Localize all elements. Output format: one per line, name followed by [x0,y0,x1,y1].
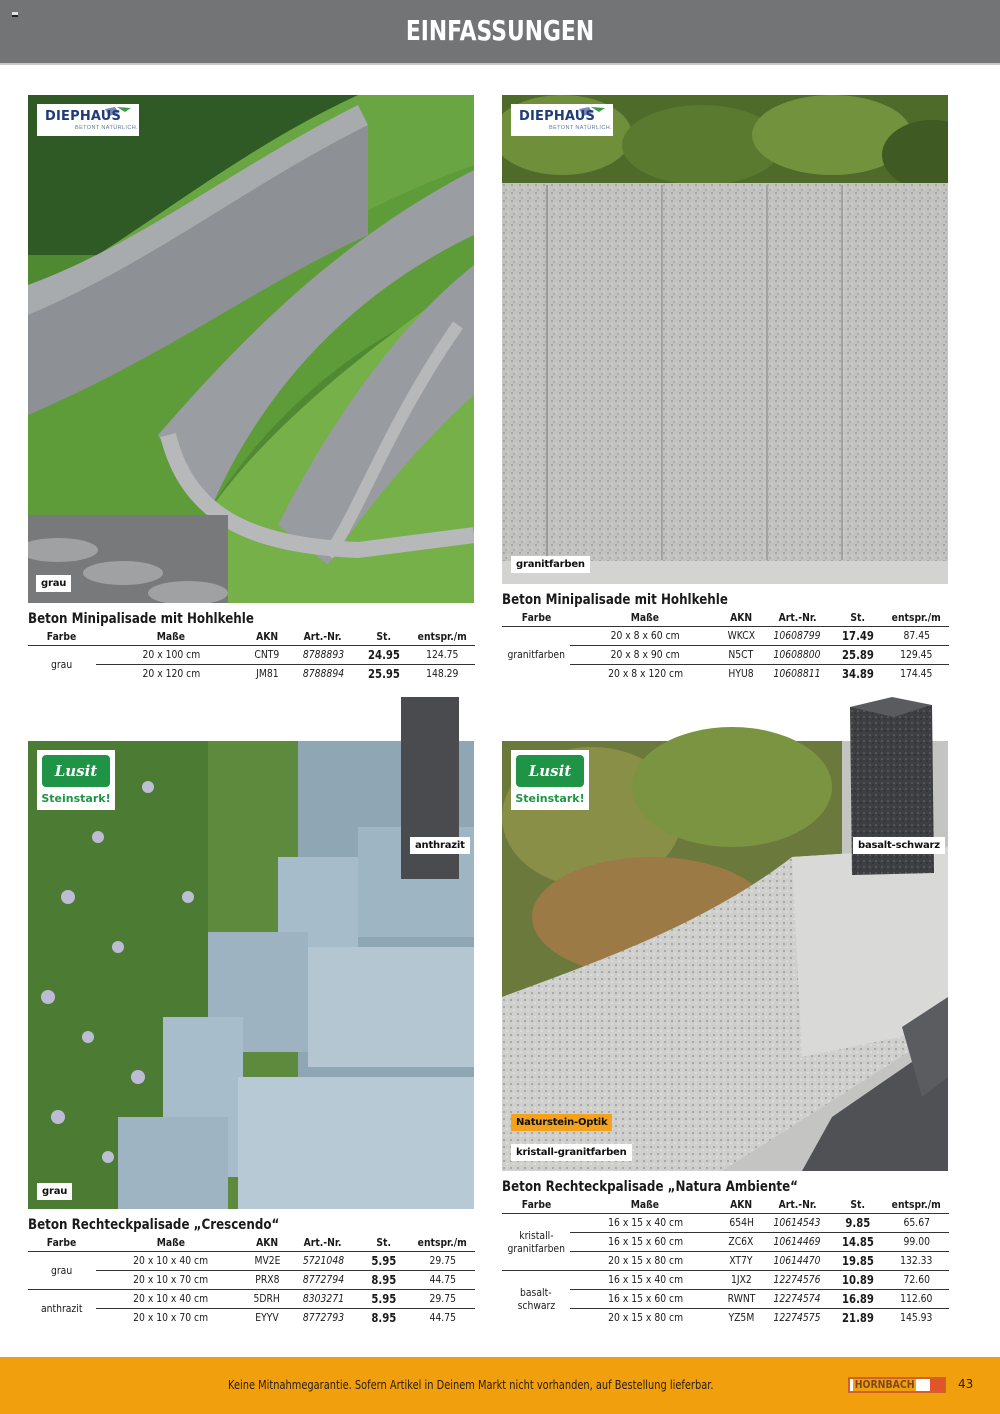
color-tag: granitfarben [511,556,590,573]
hornbach-wordmark: HORNBACH [854,1378,915,1391]
diephaus-logo [511,104,613,136]
table-row: 16 x 15 x 60 cm RWNT 12274574 16.89 112.60 [502,1289,949,1308]
page-footer [0,1357,1000,1414]
table-header-row [28,628,475,645]
lusit-claim: Steinstark! [515,792,585,805]
color-tag: grau [36,575,71,592]
col-pm: entspr./m [410,628,475,645]
table-row: 16 x 15 x 60 cm ZC6X 10614469 14.85 99.00 [502,1232,949,1251]
table-row: 20 x 15 x 80 cm YZ5M 12274575 21.89 145.93 [607,1310,933,1325]
table-row: 20 x 10 x 70 cm PRX8 8772794 8.95 44.75 [28,1270,475,1289]
color-tag-anthrazit: anthrazit [410,837,470,854]
table-row: 20 x 120 cm JM81 8788894 25.95 148.29 [142,666,459,681]
product-photo-minipalisade-granitfarben [502,95,948,584]
color-tag-basalt-schwarz: basalt-schwarz [853,837,945,854]
table-row: basalt- schwarz 16 x 15 x 40 cm 1JX2 12274576 10.89 72.60 [502,1270,949,1289]
table-row: 20 x 8 x 120 cm HYU8 10608811 34.89 174.45 [607,666,933,681]
page-number: 43 [958,1377,974,1391]
price-table [28,1234,475,1327]
farbe-cell: grau [51,657,73,671]
table-header-row: Farbe Maße AKN Art.-Nr. St. entspr./m [502,609,949,626]
color-tag-kristall-granitfarben: kristall-granitfarben [511,1144,632,1161]
corner-marker-icon [12,12,18,17]
col-masse: Maße [96,628,246,645]
price-table [28,628,475,683]
farbe-cell: granitfarben [507,648,565,662]
diephaus-logo [37,104,139,136]
granite-wall-image [502,95,948,584]
lusit-logo [511,750,589,810]
farbe-cell: anthrazit [41,1301,83,1315]
table-row: 20 x 10 x 70 cm EYYV 8772793 8.95 44.75 [133,1310,456,1325]
table-row: 20 x 15 x 80 cm XT7Y 10614470 19.85 132.33 [502,1251,949,1270]
product-photo-crescendo [28,697,474,1209]
col-farbe: Farbe [28,628,96,645]
table-header-row: Farbe Maße AKN Art.-Nr. St. entspr./m [28,1234,475,1251]
product-title: Beton Minipalisade mit Hohlkehle [502,592,728,608]
farbe-cell: basalt- schwarz [517,1285,556,1312]
lusit-claim: Steinstark! [41,792,111,805]
page-header [0,0,1000,65]
farbe-cell: grau [28,1251,96,1289]
product-table-natura-ambiente [502,1179,949,1327]
diephaus-claim: BETONT NATÜRLICH. [549,125,613,131]
table-header-row: Farbe Maße AKN Art.-Nr. St. entspr./m [502,1196,949,1213]
product-title: Beton Minipalisade mit Hohlkehle [28,611,254,627]
garden-terrace-image [28,95,474,603]
hornbach-logo [848,1377,946,1393]
naturstein-optik-badge: Naturstein-Optik [511,1114,612,1131]
table-row: grau 20 x 10 x 40 cm MV2E 5721048 5.95 29.75 [28,1251,475,1270]
diephaus-claim: BETONT NATÜRLICH. [75,125,139,131]
table-row: anthrazit 20 x 10 x 40 cm 5DRH 8303271 5.95 29.75 [28,1289,475,1308]
product-photo-minipalisade-grau [28,95,474,603]
table-row: granitfarben 20 x 8 x 60 cm WKCX 10608799 17.49 87.45 [502,626,949,645]
product-table-minipalisade-granitfarben [502,592,949,683]
price-table [502,1196,949,1327]
lusit-logo [37,750,115,810]
color-tag-grau: grau [37,1183,72,1200]
col-akn: AKN [246,628,288,645]
col-art: Art.-Nr. [288,628,358,645]
diephaus-wordmark: DIEPHAUS [519,109,596,124]
footer-note: Keine Mitnahmegarantie. Sofern Artikel in Deinem Markt nicht vorhanden, auf Bestellung lieferbar. [228,1378,714,1392]
product-table-minipalisade-grau [28,611,475,683]
diephaus-wordmark: DIEPHAUS [45,109,122,124]
product-title: Beton Rechteckpalisade „Natura Ambiente“ [502,1179,799,1195]
table-row: grau 20 x 100 cm CNT9 8788893 24.95 124.75 [28,645,475,664]
table-row: kristall- granitfarben 16 x 15 x 40 cm 654H 10614543 9.85 65.67 [502,1213,949,1232]
farbe-cell: kristall- granitfarben [502,1213,570,1270]
hornbach-k-icon [930,1379,944,1391]
lusit-wordmark: Lusit [42,755,110,787]
page-title: EINFASSUNGEN [405,14,595,47]
table-row: 20 x 8 x 90 cm N5CT 10608800 25.89 129.45 [502,645,949,664]
product-photo-natura-ambiente [502,697,948,1171]
lusit-wordmark: Lusit [516,755,584,787]
product-title: Beton Rechteckpalisade „Crescendo“ [28,1217,280,1233]
price-table [502,609,949,683]
product-table-crescendo [28,1217,475,1327]
col-st: St. [358,628,410,645]
